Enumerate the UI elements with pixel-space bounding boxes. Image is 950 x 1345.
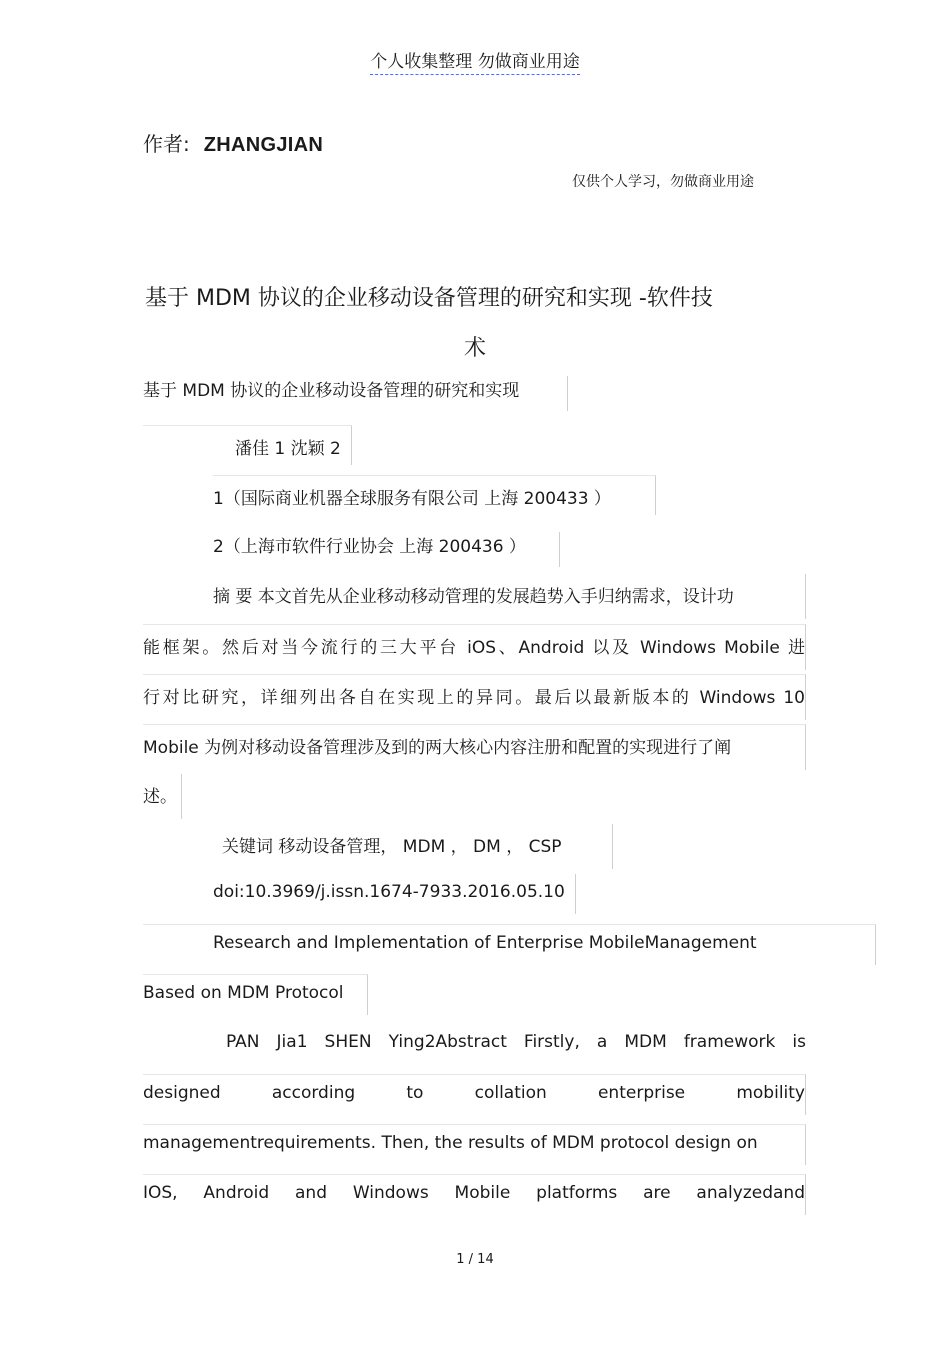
abstract-line-4: Mobile 为例对移动设备管理涉及到的两大核心内容注册和配置的实现进行了阐 (143, 724, 806, 770)
usage-note: 仅供个人学习，勿做商业用途 (572, 174, 754, 190)
title-line-1: 基于 MDM 协议的企业移动设备管理的研究和实现 -软件技 (145, 286, 713, 311)
english-line-4: IOS, Android and Windows Mobile platforms are analyzedand (143, 1174, 806, 1215)
affiliation-2: 2（上海市软件行业协会 上海 200436 ） (213, 532, 560, 567)
page-number: 1 / 14 (456, 1252, 494, 1267)
abstract-line-5: 述。 (143, 774, 182, 819)
english-line-1: PAN Jia1 SHEN Ying2Abstract Firstly, a MDM framework is (226, 1032, 806, 1052)
abstract-line-2: 能框架。然后对当今流行的三大平台 iOS、Android 以及 Windows Mobile 进 (143, 624, 806, 670)
author-name: ZHANGJIAN (203, 134, 324, 156)
doi: doi:10.3969/j.issn.1674-7933.2016.05.10 (213, 874, 576, 914)
header-text: 个人收集整理 勿做商业用途 (370, 52, 579, 75)
english-line-3: managementrequirements. Then, the results of MDM protocol design on (143, 1124, 806, 1165)
author-label: 作者: (143, 132, 190, 156)
abstract-line-3: 行对比研究，详细列出各自在实现上的异同。最后以最新版本的 Windows 10 (143, 674, 806, 720)
english-title-line-2: Based on MDM Protocol (143, 974, 368, 1015)
abstract-line-1: 摘 要 本文首先从企业移动移动管理的发展趋势入手归纳需求，设计功 (213, 574, 806, 619)
english-title-line-1: Research and Implementation of Enterprise MobileManagement (143, 924, 876, 965)
page-header (0, 47, 950, 72)
author-line (143, 128, 323, 157)
affiliation-1: 1（国际商业机器全球服务有限公司 上海 200433 ） (213, 475, 656, 515)
english-line-2: designed according to collation enterprise mobility (143, 1074, 806, 1115)
title-line-2: 术 (463, 336, 486, 361)
subtitle: 基于 MDM 协议的企业移动设备管理的研究和实现 (143, 376, 568, 411)
keywords: 关键词 移动设备管理， MDM ， DM ， CSP (222, 824, 613, 869)
paper-authors: 潘佳 1 沈颖 2 (143, 425, 352, 465)
